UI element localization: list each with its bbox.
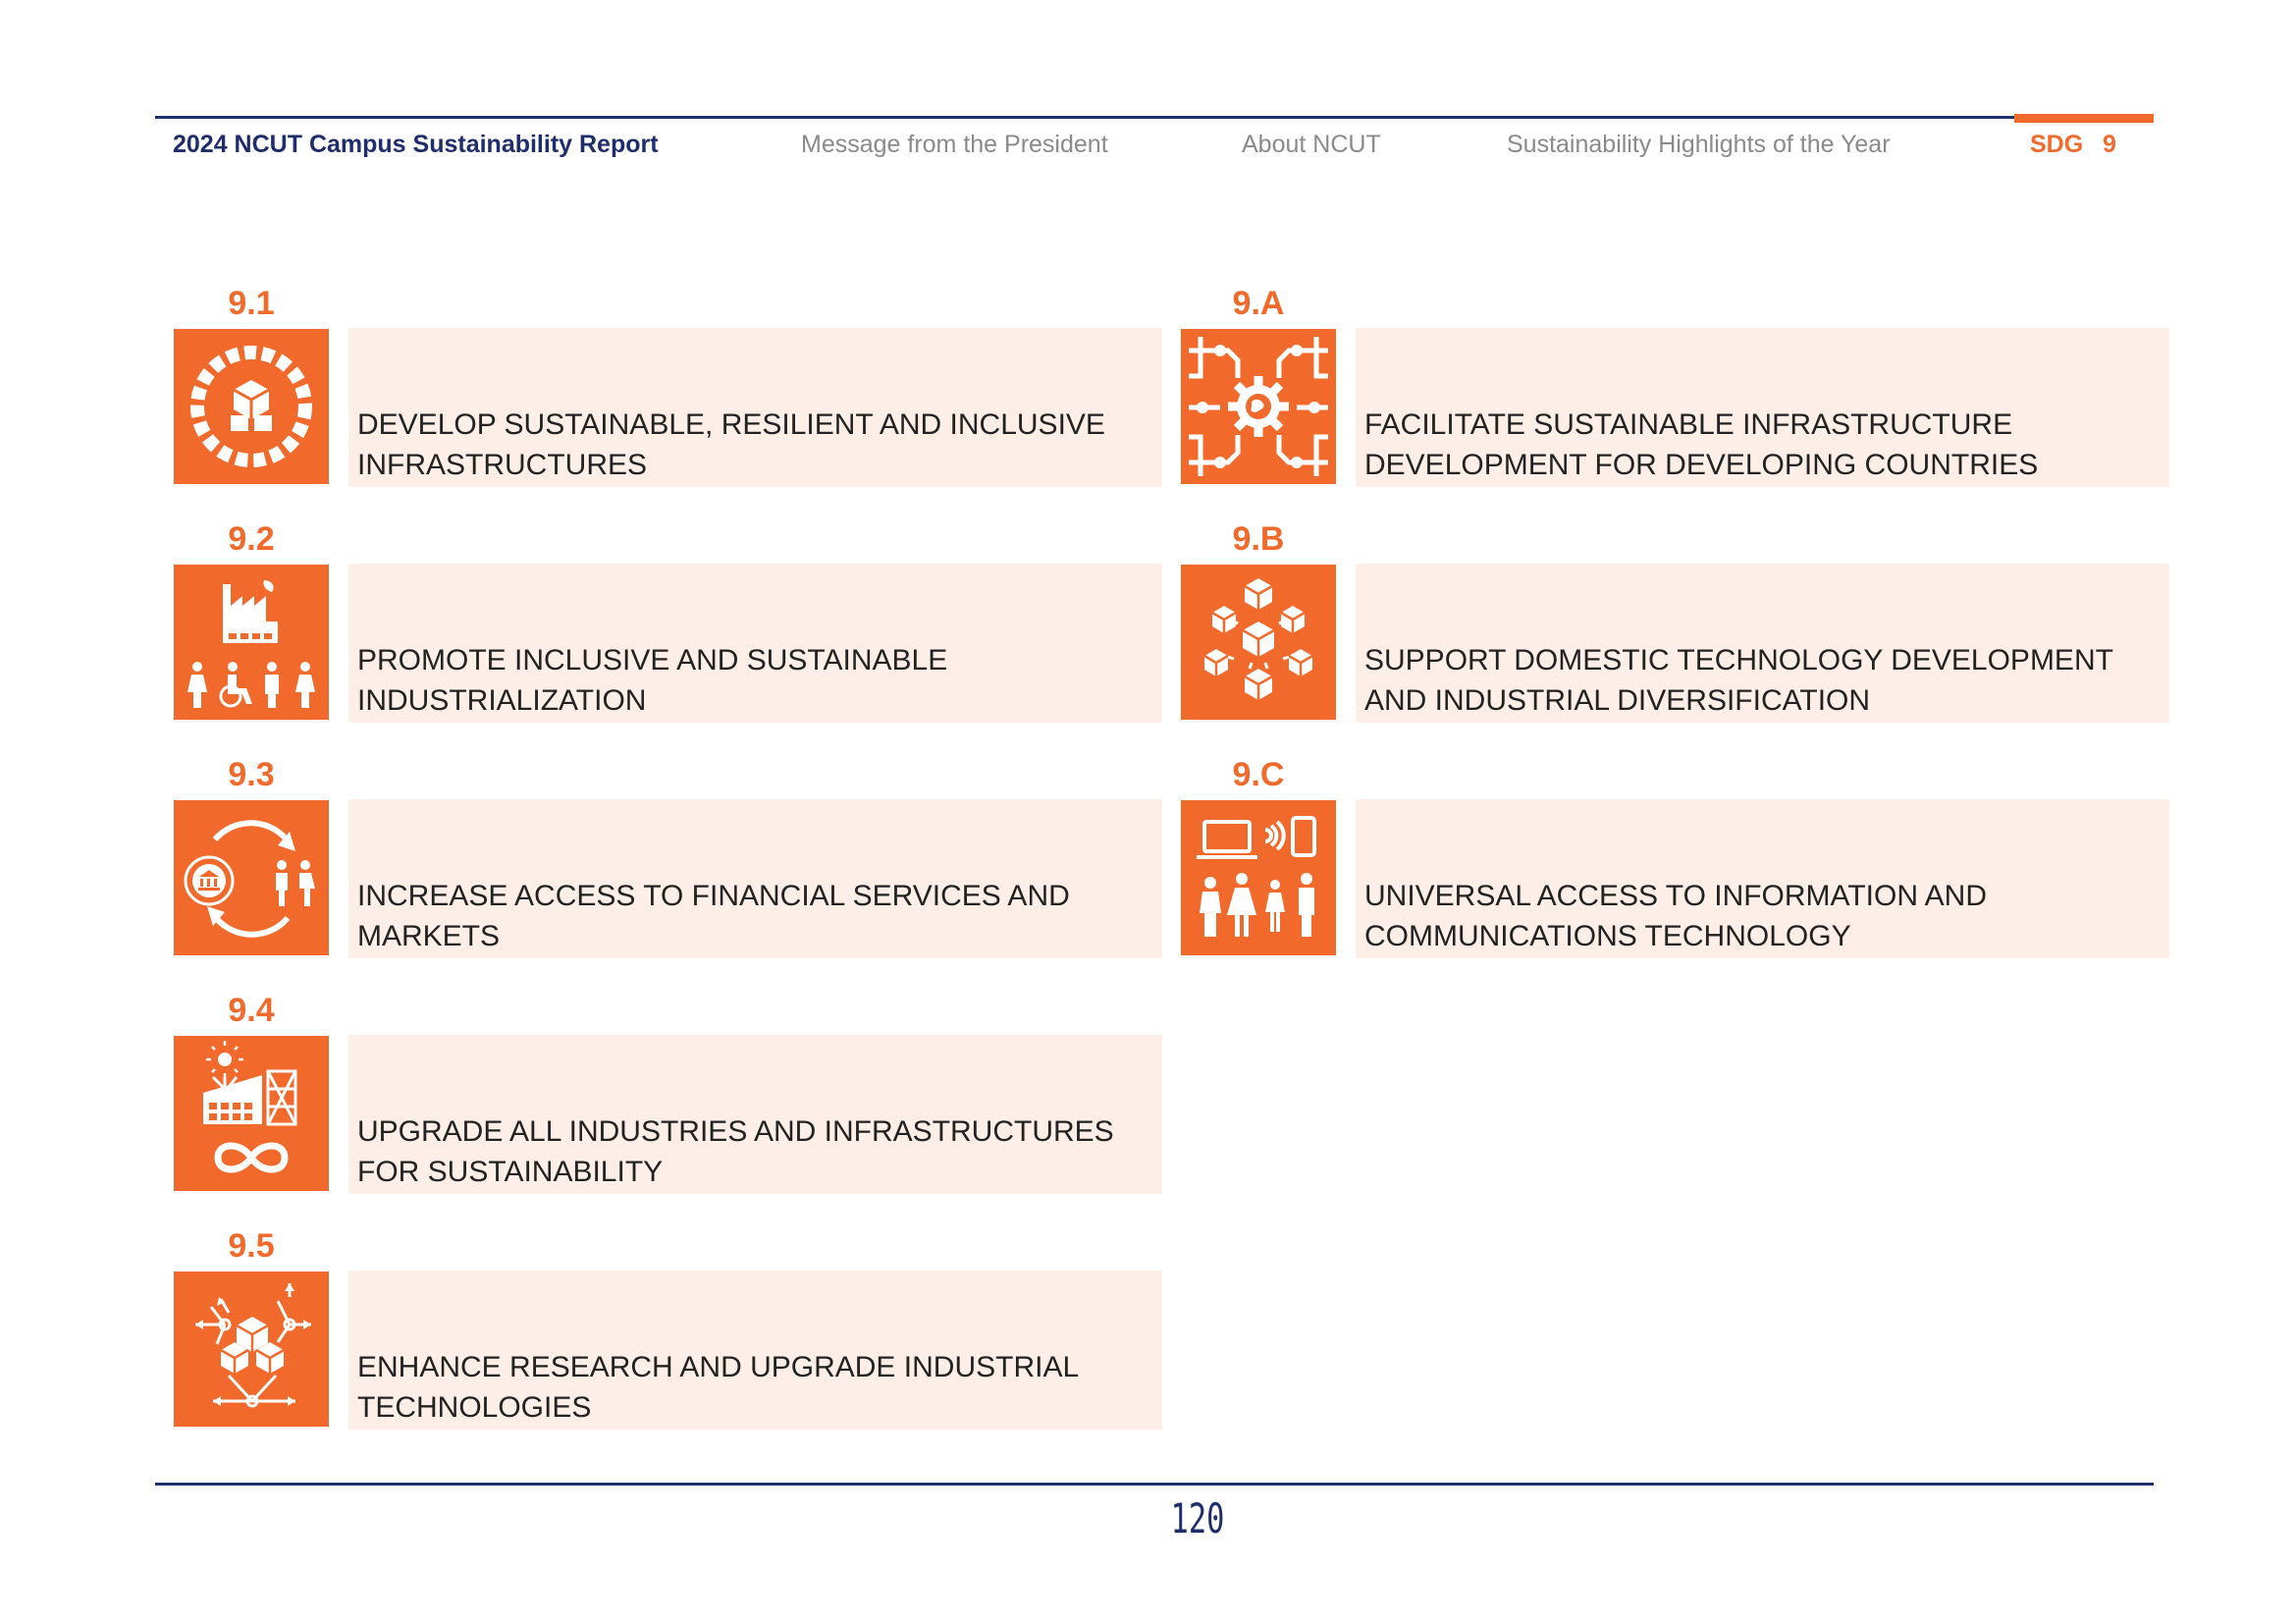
target-band: [1356, 328, 2169, 487]
target-band: [1356, 564, 2169, 723]
target-number: 9.A: [1232, 285, 1285, 322]
circuit-gear-icon: [1181, 329, 1336, 484]
ict-access-icon: [1181, 800, 1336, 955]
nav-message-from-president[interactable]: Message from the President: [801, 131, 1108, 158]
header-rule: [155, 116, 2014, 119]
target-text: DEVELOP SUSTAINABLE, RESILIENT AND INCLUSIVE INFRASTRUCTURES: [357, 408, 1105, 481]
target-text: INCREASE ACCESS TO FINANCIAL SERVICES AND MARKETS: [357, 880, 1070, 952]
sdg-label: SDG: [2030, 131, 2084, 158]
research-network-icon: [174, 1272, 329, 1427]
target-band: [348, 328, 1162, 487]
target-band: [348, 564, 1162, 723]
target-band: [348, 1035, 1162, 1194]
target-text: SUPPORT DOMESTIC TECHNOLOGY DEVELOPMENT AND INDUSTRIAL DIVERSIFICATION: [1364, 644, 2113, 717]
report-title: 2024 NCUT Campus Sustainability Report: [173, 131, 659, 158]
target-number: 9.5: [228, 1227, 275, 1265]
sdg-number: 9: [2103, 131, 2116, 158]
target-number: 9.1: [228, 285, 275, 322]
target-band: [348, 799, 1162, 958]
target-text: FACILITATE SUSTAINABLE INFRASTRUCTURE DEVELOPMENT FOR DEVELOPING COUNTRIES: [1364, 408, 2039, 481]
target-text: UPGRADE ALL INDUSTRIES AND INFRASTRUCTURES FOR SUSTAINABILITY: [357, 1115, 1114, 1188]
sustainable-upgrade-icon: [174, 1036, 329, 1191]
target-band: [348, 1271, 1162, 1430]
footer-rule: [155, 1483, 2154, 1486]
target-number: 9.4: [228, 992, 275, 1029]
target-number: 9.C: [1232, 756, 1285, 793]
target-text: ENHANCE RESEARCH AND UPGRADE INDUSTRIAL TECHNOLOGIES: [357, 1351, 1079, 1424]
infrastructure-wheel-icon: [174, 329, 329, 484]
target-number: 9.3: [228, 756, 275, 793]
target-number: 9.B: [1232, 520, 1285, 558]
financial-access-icon: [174, 800, 329, 955]
inclusive-factory-icon: [174, 565, 329, 720]
nav-about-ncut[interactable]: About NCUT: [1242, 131, 1381, 158]
target-text: PROMOTE INCLUSIVE AND SUSTAINABLE INDUSTRIALIZATION: [357, 644, 948, 717]
nav-sustainability-highlights[interactable]: Sustainability Highlights of the Year: [1507, 131, 1891, 158]
header-accent-bar: [2014, 114, 2154, 123]
target-band: [1356, 799, 2169, 958]
cube-cluster-icon: [1181, 565, 1336, 720]
page-number: 120: [1170, 1494, 1225, 1543]
target-number: 9.2: [228, 520, 275, 558]
target-text: UNIVERSAL ACCESS TO INFORMATION AND COMMUNICATIONS TECHNOLOGY: [1364, 880, 1988, 952]
